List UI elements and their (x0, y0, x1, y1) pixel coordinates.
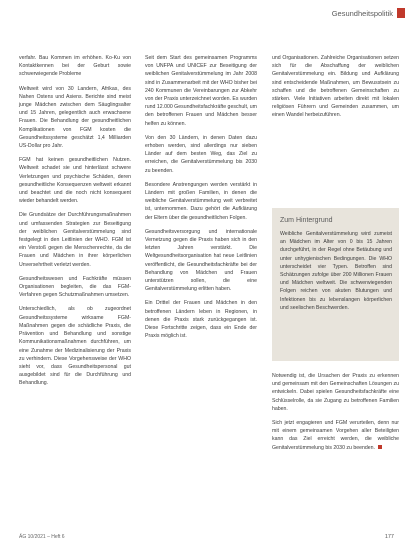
journal-issue: ÄG 10/2021 – Heft 6 (19, 534, 65, 540)
paragraph: Ein Drittel der Frauen und Mädchen in den betroffenen Ländern leben in Regionen, in denen die Praxis stark zurückgegangen ist. Diese Fortschritte zeigen, dass ein Ende der Praxis möglich ist. (145, 300, 257, 340)
section-accent-mark (397, 8, 405, 18)
paragraph-text: Sich jetzt engagieren und FGM verurteilen, denn nur mit einem gemeinsamen Vorgehen aller Beteiligten kann das Ziel erreicht werden, die weibliche Genitalverstümmelung bis 2030 zu beenden. (272, 420, 399, 451)
paragraph: Unterschiedlich, als ob zugeordnet Gesundheitssysteme wirksame FGM-Maßnahmen gegen die schädliche Praxis, die Prävention und Behandlung und sonstige Kommunikationsmaßnahmen durchführen, um eine Zunahme der Medizinalisierung der Praxis zu verhindern. Diese Vorgehensweise der WHO sieht vor, dass Gesundheitspersonal gut ausgebildet sind für die Durchführung und Behandlung. (19, 306, 131, 387)
text-column-3-continued (272, 372, 399, 458)
section-title: Gesundheitspolitik (331, 9, 393, 18)
paragraph: Die Grundsätze der Durchführungsmaßnahmen und umfassenden Strategien zur Beseitigung der weiblichen Genitalverstümmelung sind festgelegt in den Leitlinien der WHO. FGM ist ein Verstoß gegen die Menschenrechte, da die Frauen und Mädchen in ihrer körperlichen Unversehrtheit verletzt werden. (19, 212, 131, 268)
article-end-mark (378, 445, 382, 449)
paragraph: Von den 30 Ländern, in denen Daten dazu erhoben werden, sind allerdings nur sieben Länder auf dem besten Weg, das Ziel zu erreichen, die Genitalverstümmelung bis 2030 zu beenden. (145, 134, 257, 174)
paragraph: Besondere Anstrengungen werden verstärkt in Ländern mit großen Familien, in denen die weibliche Genitalverstümmelung weit verbreitet ist, unternommen. Dazu gehört die Aufklärung der Eltern über die gesundheitlichen Folgen. (145, 181, 257, 221)
paragraph: Weltweit wird von 30 Landern, Afrikas, des Nahen Ostens und Asiens. Berichte sind meist junge Mädchen zwischen dem Säuglingsalter und 15 Jahren, gelegentlich auch erwachsene Frauen. Die Behandlung der gesundheitlichen Komplikationen von FGM kosten die Gesundheitssysteme geschätzt 1,4 Milliarden US-Dollar pro Jahr. (19, 85, 131, 150)
info-box-title: Zum Hintergrund (280, 217, 333, 224)
background-info-box (272, 208, 399, 361)
page-header (0, 0, 413, 22)
paragraph: Seit dem Start des gemeinsamen Programms von UNFPA und UNICEF zur Beseitigung der weiblichen Genitalverstümmelung im Jahr 2008 sind in Zusammenarbeit mit der WHO bisher bei 240 Kommunen die Vereinbarungen zur Abkehr von der Praxis unterzeichnet worden. Es wurden rund 12.000 Gesundheitsfachkräfte geschult, um den betroffenen Frauen und Mädchen besser helfen zu können. (145, 55, 257, 127)
paragraph: und Organisationen. Zahlreiche Organisationen setzen sich für die Abschaffung der weiblichen Genitalverstümmelung ein. Bildung und Aufklärung sind entscheidende Maßnahmen, um Bewusstsein zu schaffen und die betroffenen Gemeinschaften zu stärken. Viele Initiativen arbeiten direkt mit lokalen religiösen Führern und Gemeinden zusammen, um einen Wandel herbeizuführen. (272, 55, 399, 119)
page-footer (0, 525, 413, 551)
paragraph: Gesundheitswesen und Fachkräfte müssen Organisationen begleiten, die das FGM-Verfahren gegen Schutzmaßnahmen umsetzen. (19, 275, 131, 299)
paragraph: verfahr. Bau Kommen im erhöhen. Ko-Ku von Kontaktkennen bei der Geburt sowie schwerwiegende Probleme (19, 55, 131, 78)
paragraph: Notwendig ist, die Ursachen der Praxis zu erkennen und gemeinsam mit den Gemeinschaften Lösungen zu entwickeln. Dabei spielen Gesundheitsfachkräfte eine Schlüsselrolle, da sie Zugang zu betroffenen Familien haben. (272, 373, 399, 412)
text-column-2 (145, 54, 257, 347)
text-column-1 (19, 54, 131, 394)
info-box-text: Weibliche Genitalverstümmelung wird zumeist an Mädchen im Alter von 0 bis 15 Jahren durchgeführt, in der Regel ohne Betäubung und unter unhygienischen Bedingungen. Die WHO unterscheidet vier Typen. Betroffen sind Schätzungen zufolge über 200 Millionen Frauen und Mädchen weltweit. Die schwerwiegenden Folgen reichen von akuten Blutungen und Infektionen bis zu lebenslangen körperlichen und seelischen Beschwerden. (280, 231, 392, 311)
paragraph: FGM hat keinen gesundheitlichen Nutzen. Weltweit schadet sie und hinterlässt schwere Verletzungen und psychische Schäden, deren gesundheitliche Konsequenzen weltweit erkannt und beachtet und die noch nicht konsequent wieder behandelt werden. (19, 157, 131, 205)
text-column-3 (272, 54, 399, 126)
paragraph: Gesundheitsversorgung und internationale Vernetzung gegen die Praxis haben sich in den letzten Jahren verstärkt. Die Weltgesundheitsorganisation hat neue Leitlinien veröffentlicht, die Gesundheitsfachkräfte bei der Behandlung von Mädchen und Frauen unterstützen sollen, die eine Genitalverstümmelung erlitten haben. (145, 228, 257, 293)
page-number: 177 (384, 534, 394, 540)
paragraph-last (272, 419, 399, 452)
